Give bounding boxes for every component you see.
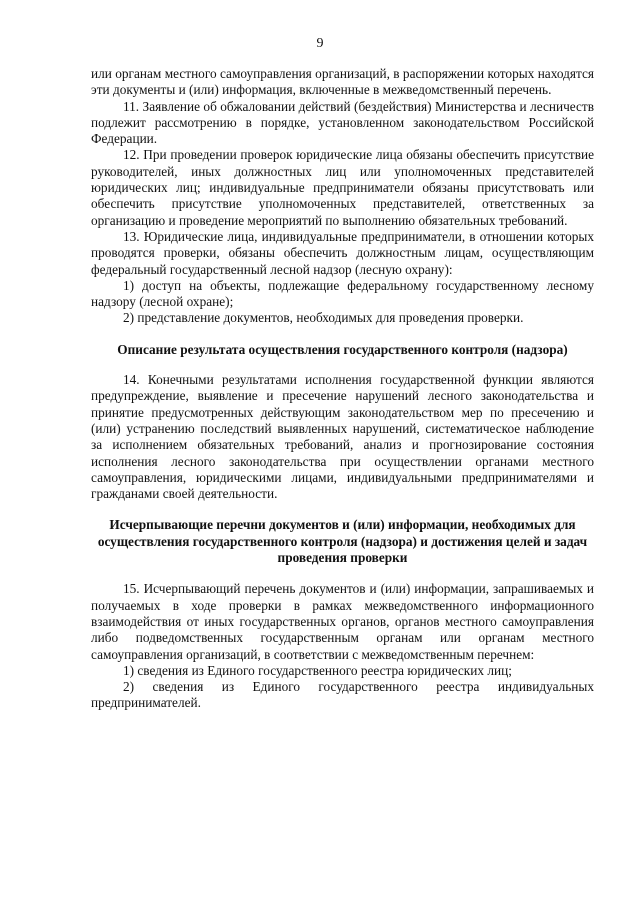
spacer bbox=[91, 327, 594, 342]
spacer bbox=[91, 566, 594, 581]
list-item-13-2: 2) представление документов, необходимых для проведения проверки. bbox=[123, 310, 524, 326]
page-number: 9 bbox=[316, 36, 324, 51]
paragraph-13: 13. Юридические лица, индивидуальные предприниматели, в отношении которых проводятся проверки, обязаны обеспечить должностным лицам, осуществляющим федеральный государственный лесной надзор (лесную охрану): bbox=[91, 228, 594, 277]
paragraph-continuation: или органам местного самоуправления организаций, в распоряжении которых находятся эти документы и (или) информация, включенные в межведомственный перечень. bbox=[91, 66, 594, 98]
paragraph-12: 12. При проведении проверок юридические лица обязаны обеспечить присутствие руководителей, иных должностных лиц или уполномоченных представителей юридических лиц; индивидуальные предприниматели обязаны присутствовать или обеспечить присутствие уполномоченных представителей, ответственных за организацию и проведение мероприятий по выполнению обязательных требований. bbox=[91, 147, 594, 228]
section-heading-result: Описание результата осуществления государственного контроля (надзора) bbox=[117, 341, 568, 357]
document-body bbox=[91, 66, 594, 712]
paragraph-14: 14. Конечными результатами исполнения государственной функции являются предупреждение, выявление и пресечение нарушений лесного законодательства и принятие предусмотренных действующим законодательством мер по пресечению и (или) устранению последствий выявленных нарушений, систематическое наблюдение за исполнением обязательных требований, анализ и прогнозирование состояния исполнения лесного законодательства при осуществлении органами местного самоуправления, юридическими лицами, индивидуальными предпринимателями и гражданами своей деятельности. bbox=[91, 372, 594, 502]
paragraph-11: 11. Заявление об обжаловании действий (бездействия) Министерства и лесничеств подлежит рассмотрению в порядке, установленном законодательством Российской Федерации. bbox=[91, 98, 594, 147]
list-item-13-1: 1) доступ на объекты, подлежащие федеральному государственному лесному надзору (лесной охране); bbox=[91, 277, 594, 310]
list-item-15-1: 1) сведения из Единого государственного реестра юридических лиц; bbox=[123, 662, 512, 678]
list-item-15-2: 2) сведения из Единого государственного реестра индивидуальных предпринимателей. bbox=[91, 679, 594, 711]
paragraph-15: 15. Исчерпывающий перечень документов и (или) информации, запрашиваемых и получаемых в ходе проверки в рамках межведомственного информационного взаимодействия от иных государственных органов, органов местного самоуправления либо подведомственных государственным органам или органам местного самоуправления организаций, в соответствии с межведомственным перечнем: bbox=[91, 581, 594, 662]
spacer bbox=[91, 358, 594, 372]
spacer bbox=[91, 502, 594, 517]
section-heading-lists: Исчерпывающие перечни документов и (или) информации, необходимых для осуществления государственного контроля (надзора) и достижения целей и задач проведения проверки bbox=[97, 517, 588, 566]
